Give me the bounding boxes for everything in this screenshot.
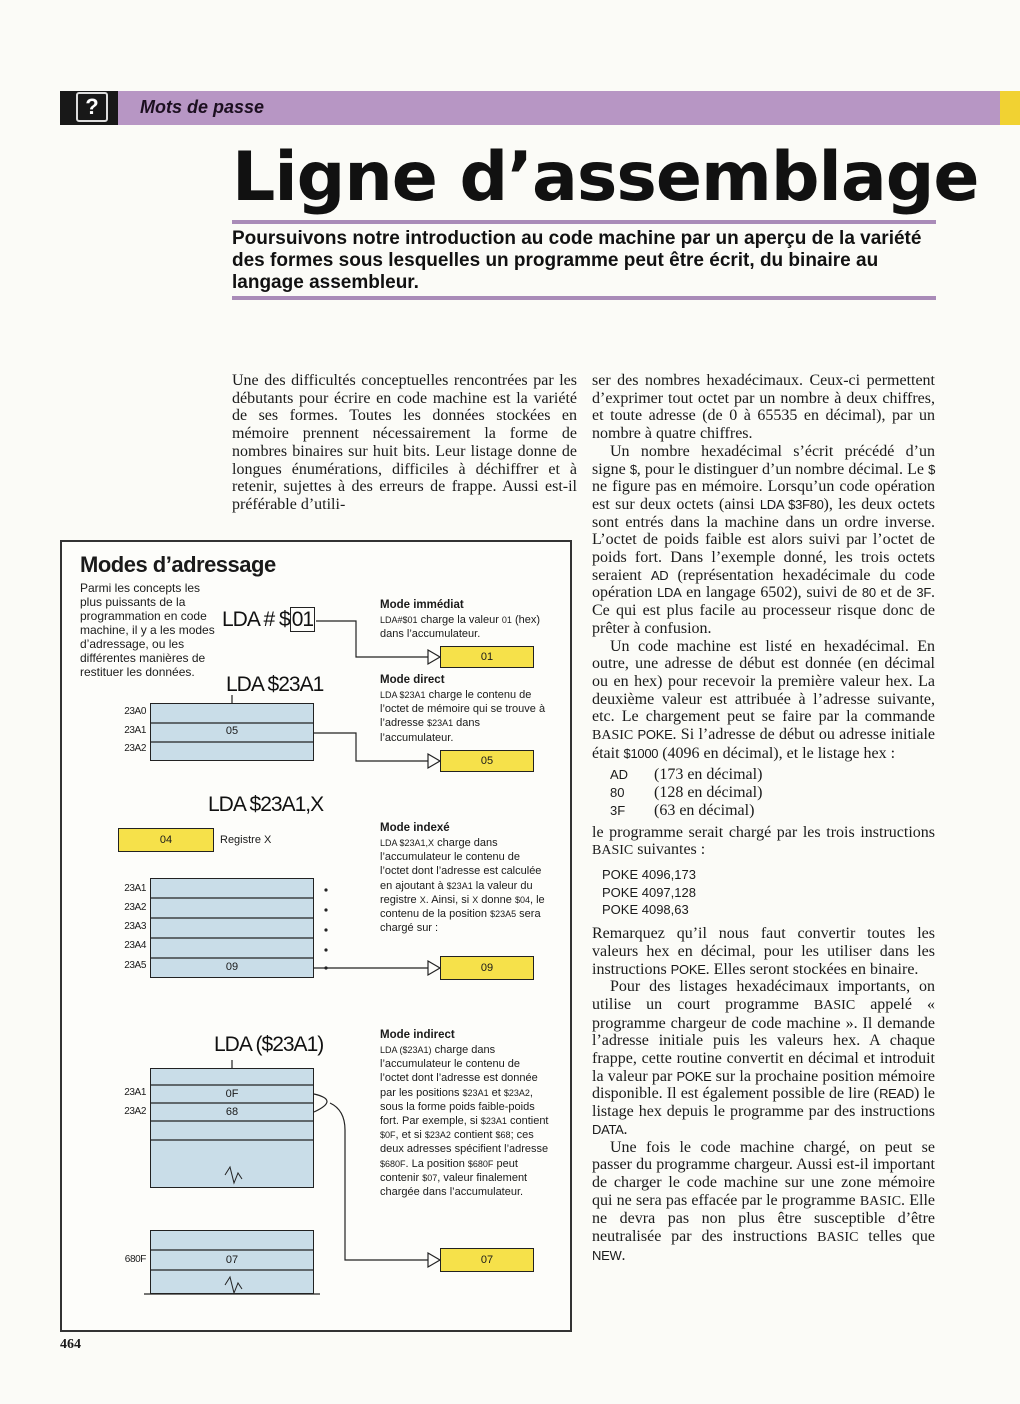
list-item: AD (173 en décimal) bbox=[610, 766, 763, 784]
paragraph: Une fois le code machine chargé, on peut se passer du programme chargeur. Aussi est-il important de charger le code machine sur une zone mémoire qui ne sera pas effacée par le programme BASIC. Elle ne devra pas non plus être susceptible d’être neutralisée par des instructions BASIC telles que NEW. bbox=[592, 1138, 936, 1264]
indexed-code: LDA $23A1,X bbox=[208, 793, 324, 816]
direct-code: LDA $23A1 bbox=[226, 673, 324, 696]
intro-text: Poursuivons notre introduction au code machine par un aperçu de la variété des formes sous lesquelles un programme peut être écrit, du binaire au langage assembleur. bbox=[232, 228, 922, 293]
code-line: POKE 4097,128 bbox=[602, 884, 696, 900]
memory-value: 68 bbox=[225, 1106, 239, 1118]
immediate-mode-title: Mode immédiat bbox=[380, 599, 464, 611]
indirect-code: LDA ($23A1) bbox=[214, 1033, 324, 1056]
indexed-mode-title: Mode indexé bbox=[380, 822, 450, 834]
address-label: 23A2 bbox=[124, 1106, 146, 1117]
page-title: Ligne d’assemblage bbox=[232, 138, 979, 217]
list-item: 3F (63 en décimal) bbox=[610, 801, 755, 819]
indirect-mode-text: LDA ($23A1) charge dans l’accumulateur le contenu de l’octet dont l’adresse est donnée par les positions $23A1 et $23A2, sous la forme poids faible-poids fort. Par exemple, si $23A1 contient $0F, et si $23A2 contient $68; ces deux adresses spécifient l’adresse $680F. La position $680F peut contenir $07, valeur finalement chargée dans l’accumulateur. bbox=[380, 1044, 549, 1199]
direct-mode-text: LDA $23A1 charge le contenu de l’octet de mémoire qui se trouve à l’adresse $23A1 dans l’accumulateur. bbox=[380, 689, 546, 744]
code-line: POKE 4098,63 bbox=[602, 902, 689, 918]
address-label: 23A2 bbox=[124, 902, 146, 913]
memory-value: 05 bbox=[225, 725, 239, 737]
accumulator-indirect: 07 bbox=[440, 1248, 534, 1272]
address-label: 680F bbox=[124, 1254, 146, 1265]
code-line: POKE 4096,173 bbox=[602, 866, 696, 882]
question-mark-icon: ? bbox=[76, 92, 108, 122]
accumulator-indexed: 09 bbox=[440, 956, 534, 980]
paragraph: ser des nombres hexadécimaux. Ceux-ci permettent d’exprimer tout octet par un nombre à deux chiffres, et toute adresse (de 0 à 65535 en décimal), par un nombre à quatre chiffres. bbox=[592, 372, 935, 443]
list-item: 80 (128 en décimal) bbox=[610, 784, 763, 802]
paragraph: le programme serait chargé par les trois instructions BASIC suivantes : bbox=[592, 823, 935, 859]
section-title: Mots de passe bbox=[140, 97, 265, 117]
address-label: 23A5 bbox=[124, 960, 146, 971]
register-x-label: Registre X bbox=[220, 834, 272, 846]
immediate-mode-text: LDA#$01 charge la valeur 01 (hex) dans l’accumulateur. bbox=[380, 614, 541, 641]
accumulator-direct: 05 bbox=[440, 750, 534, 772]
address-label: 23A2 bbox=[124, 743, 146, 754]
box-title: Modes d’adressage bbox=[80, 552, 276, 577]
address-label: 23A1 bbox=[124, 883, 146, 894]
accumulator-immediate: 01 bbox=[440, 646, 534, 668]
address-label: 23A0 bbox=[124, 706, 146, 717]
memory-value: 09 bbox=[225, 961, 239, 973]
page-number: 464 bbox=[60, 1337, 81, 1352]
register-x: 04 bbox=[118, 828, 214, 852]
memory-value: 0F bbox=[225, 1088, 239, 1100]
paragraph: Un code machine est listé en hexadécimal. En outre, une adresse de début est donnée (en décimal ou en hex) pour recevoir la première valeur hex. La deuxième valeur est attribuée à l’adresse suivante, etc. Le chargement peut se faire par la commande BASIC POKE. Si l’adresse de début ou adresse initiale était $1000 (4096 en décimal), et le listage hex : bbox=[592, 637, 935, 762]
box-intro: Parmi les concepts les plus puissants de la programmation en code machine, il y a les modes d’adressage, ou les différentes manières de restituer les données. bbox=[80, 581, 215, 679]
address-label: 23A3 bbox=[124, 921, 146, 932]
paragraph: Remarquez qu’il nous faut convertir toutes les valeurs hex en décimal, pour les utiliser dans les instructions POKE. Elles seront stockées en binaire. bbox=[592, 925, 935, 978]
address-label: 23A1 bbox=[124, 725, 146, 736]
immediate-code: LDA # $01 bbox=[222, 608, 314, 631]
paragraph: Une des difficultés conceptuelles rencontrées par les débutants pour écrire en code machine est la variété de ses formes. Toutes les données stockées en mémoire prennent nécessairement la forme de nombres binaires sur huit bits. Leur listage donne de longues énumérations, difficiles à déchiffrer et à retenir, sujettes à des erreurs de frappe. Aussi est-il préférable d’utili- bbox=[232, 372, 577, 513]
paragraph: Pour des listages hexadécimaux importants, on utilise un court programme BASIC appelé « programme chargeur de code machine ». Il demande l’adresse initiale puis les valeurs hex. A chaque frappe, cette routine convertit en décimal et introduit la valeur par POKE sur la prochaine position mémoire disponible. Il est également possible de lire (READ) le listage hex depuis le programme par des instructions DATA. bbox=[592, 978, 936, 1138]
indexed-mode-text: LDA $23A1,X charge dans l’accumulateur le contenu de l’octet dont l’adresse est calculée en ajoutant à $23A1 la valeur du registre X. Ainsi, si X donne $04, le contenu de la position $23A5 sera chargé sur : bbox=[380, 837, 545, 935]
indirect-mode-title: Mode indirect bbox=[380, 1029, 455, 1041]
direct-mode-title: Mode direct bbox=[380, 674, 445, 686]
address-label: 23A1 bbox=[124, 1087, 146, 1098]
memory-value: 07 bbox=[225, 1254, 239, 1266]
address-label: 23A4 bbox=[124, 940, 146, 951]
paragraph: Un nombre hexadécimal s’écrit précédé d’un signe $, pour le distinguer d’un nombre décimal. Le $ ne figure pas en mémoire. Lorsqu’un code opération est sur deux octets (ainsi LDA $3F80), les deux octets sont entrés dans la machine dans un ordre inverse. L’octet de poids faible est alors suivi par l’octet de poids fort. Dans l’exemple donné, les trois octets seraient AD (représentation hexadécimale du code opération LDA en langage 6502), suivi de 80 et de 3F. Ce qui est plus facile au processeur risque donc de prêter à confusion. bbox=[592, 442, 935, 637]
